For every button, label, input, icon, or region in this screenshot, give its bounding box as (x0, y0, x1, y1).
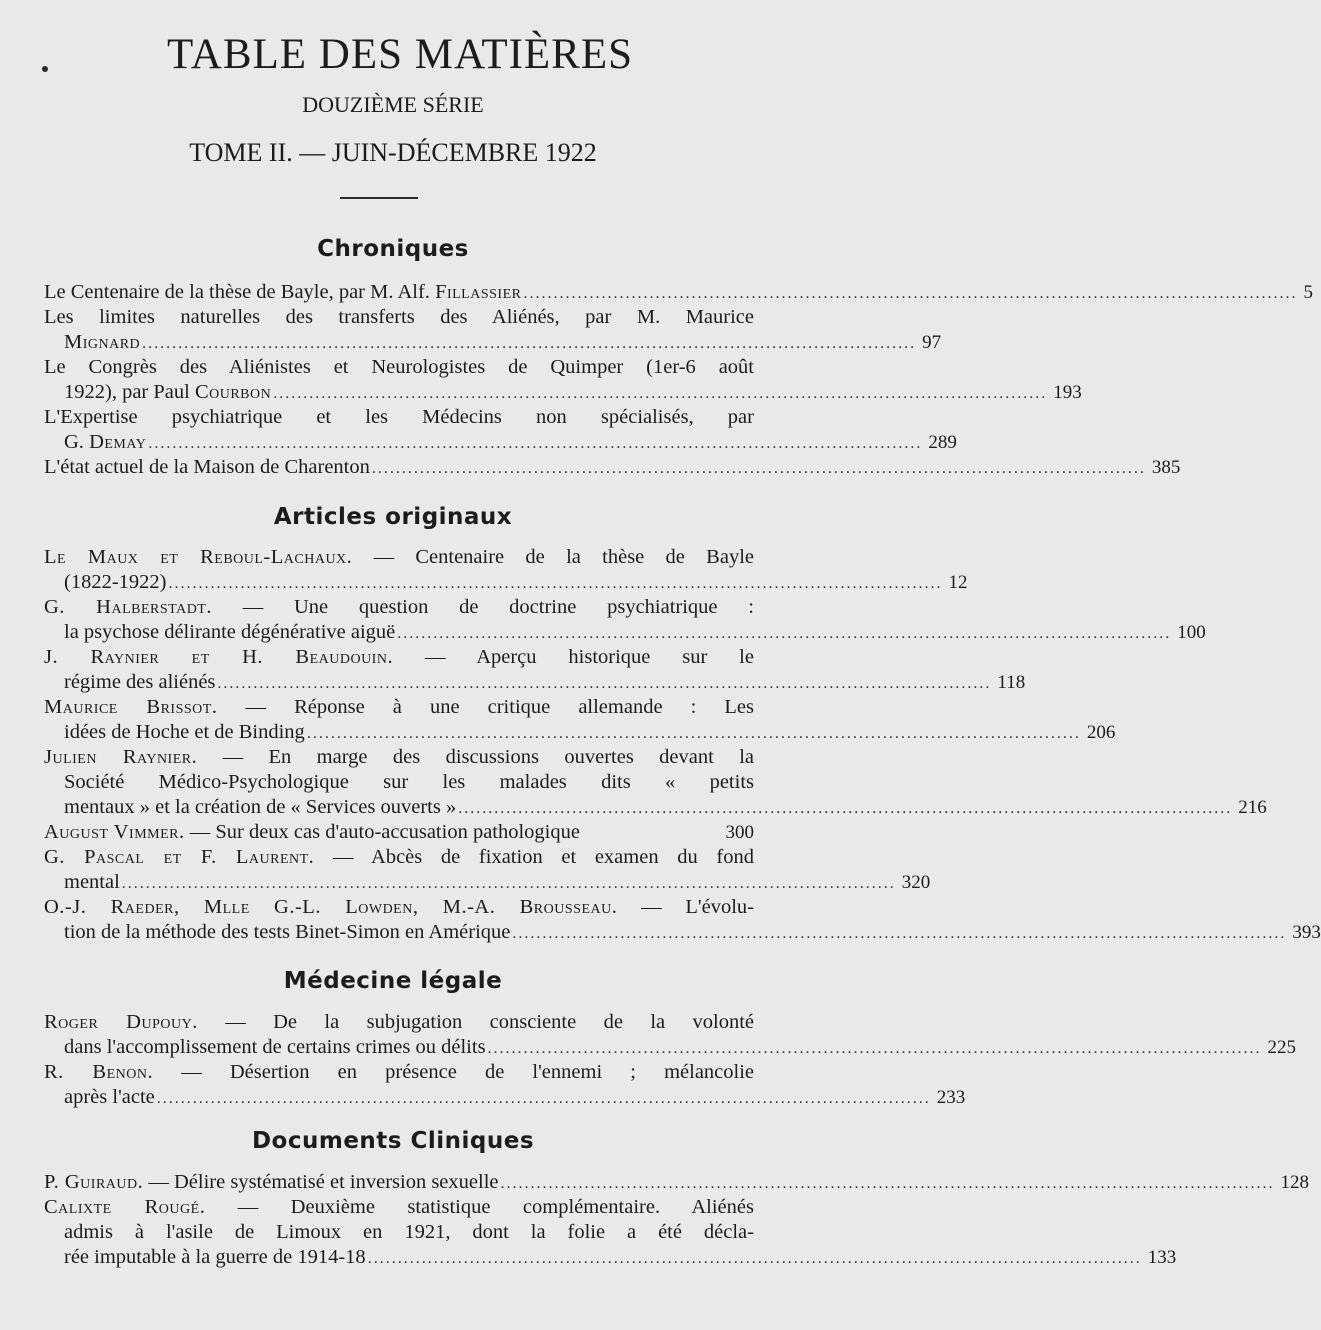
dot-leader: ................................................................................................................................. (397, 625, 1172, 642)
page-number: 206 (1086, 722, 1116, 743)
entry-title: — De la subjugation consciente de la volonté (197, 1011, 754, 1033)
tome-line: TOME II. — JUIN-DÉCEMBRE 1922 (189, 138, 597, 167)
page-number: 216 (1238, 797, 1267, 818)
entry-author: Demay (89, 431, 147, 453)
toc-line (44, 455, 1181, 480)
dot-leader: ................................................................................................................................. (458, 800, 1233, 817)
toc-line (44, 845, 754, 870)
entry-title-cont: mentaux » et la création de « Services ouverts » (64, 796, 457, 818)
toc-line (44, 595, 754, 620)
entry-author: Le Maux et Reboul-Lachaux. (44, 546, 353, 568)
toc-entry (44, 745, 1267, 820)
toc-line (44, 545, 754, 570)
dot-leader: ................................................................................................................................. (121, 875, 896, 892)
dot-leader: ................................................................................................................................. (273, 385, 1048, 402)
toc-line (44, 895, 754, 920)
page-number: 100 (1177, 622, 1206, 643)
dot-leader: ................................................................................................................................. (500, 1175, 1275, 1192)
entry-title-cont: admis à l'asile de Limoux en 1921, dont la folie a été décla- (64, 1221, 754, 1243)
toc-entry (44, 595, 1206, 645)
entry-author: G. Pascal et F. Laurent. (44, 846, 315, 868)
toc-line (44, 920, 1321, 945)
entry-title: — Sur deux cas d'auto-accusation pathologique (184, 821, 580, 843)
toc-line (44, 720, 1116, 745)
toc-line (44, 1245, 1177, 1270)
page-number: 289 (928, 432, 957, 453)
entry-author: Mignard (64, 331, 141, 353)
dot-leader: ................................................................................................................................. (512, 925, 1287, 942)
entry-title-cont: la psychose délirante dégénérative aiguë (64, 621, 396, 643)
toc-line (44, 870, 931, 895)
dot-leader: ................................................................................................................................. (367, 1250, 1142, 1267)
dot-leader: ................................................................................................................................. (487, 1040, 1262, 1057)
entry-title: Le Centenaire de la thèse de Bayle, par M. Alf. (44, 281, 436, 303)
entry-author: Maurice Brissot. (44, 696, 218, 718)
toc-entry (44, 455, 1181, 480)
toc-line (44, 620, 1206, 645)
entry-author: Calixte Rougé. (44, 1196, 206, 1218)
entry-author: J. Raynier et H. Beaudouin. (44, 646, 394, 668)
entry-title: — Aperçu historique sur le (393, 646, 754, 668)
toc-entry (44, 1010, 1297, 1060)
dot-leader: ................................................................................................................................. (142, 335, 917, 352)
entry-title: — Délire systématisé et inversion sexuelle (143, 1171, 499, 1193)
toc-entry (44, 545, 968, 595)
entry-author: O.-J. Raeder, Mlle G.-L. Lowden, M.-A. Brousseau. (44, 896, 618, 918)
toc-line (44, 330, 942, 355)
entry-title: L'Expertise psychiatrique et les Médecins non spécialisés, par (44, 406, 754, 428)
page-number: 12 (948, 572, 968, 593)
toc-line (44, 795, 1267, 820)
entry-title: Le Congrès des Aliénistes et Neurologistes de Quimper (1er-6 août (44, 356, 754, 378)
page-number: 320 (901, 872, 931, 893)
entry-author: R. Benon. (44, 1061, 154, 1083)
dot-leader: ................................................................................................................................. (148, 435, 923, 452)
entry-title-cont: idées de Hoche et de Binding (64, 721, 305, 743)
toc-entry (44, 405, 957, 455)
toc-line (44, 280, 1313, 305)
entry-title: Les limites naturelles des transferts des Aliénés, par M. Maurice (44, 306, 754, 328)
dot-leader: ................................................................................................................................. (306, 725, 1081, 742)
section-heading-articles: Articles originaux (273, 504, 513, 530)
entry-title: — Désertion en présence de l'ennemi ; mélancolie (153, 1061, 755, 1083)
toc-line (44, 1085, 966, 1110)
entry-title-cont: mental (64, 871, 120, 893)
entry-title: — Abcès de fixation et examen du fond (314, 846, 754, 868)
toc-line (44, 1060, 754, 1085)
toc-line (44, 1170, 1309, 1195)
toc-entry (44, 1170, 1309, 1195)
toc-line (44, 380, 1082, 405)
toc-entry (44, 845, 931, 895)
entry-title-cont: régime des aliénés (64, 671, 216, 693)
toc-entry (44, 695, 1116, 745)
dot-leader: ................................................................................................................................. (156, 1090, 931, 1107)
page-number: 118 (997, 672, 1026, 693)
entry-author: Fillassier (435, 281, 522, 303)
dot-leader: ................................................................................................................................. (168, 575, 943, 592)
dot-leader: ................................................................................................................................. (523, 285, 1298, 302)
toc-line (44, 695, 754, 720)
toc-line (44, 430, 957, 455)
page-number: 233 (936, 1087, 966, 1108)
series-subtitle: DOUZIÈME SÉRIE (302, 92, 484, 117)
entry-title: — Centenaire de la thèse de Bayle (352, 546, 755, 568)
dot-leader: ................................................................................................................................. (217, 675, 992, 692)
entry-title-cont: tion de la méthode des tests Binet-Simon en Amérique (64, 921, 511, 943)
entry-author: G. Halberstadt. (44, 596, 212, 618)
toc-line (44, 670, 1026, 695)
entry-title-cont: rée imputable à la guerre de 1914-18 (64, 1246, 366, 1268)
toc-line (44, 1010, 754, 1035)
entry-title-cont: après l'acte (64, 1086, 155, 1108)
page-number: 97 (922, 332, 942, 353)
entry-author: Julien Raynier. (44, 746, 198, 768)
entry-title: L'état actuel de la Maison de Charenton (44, 456, 370, 478)
entry-title-cont: (1822-1922) (64, 571, 167, 593)
toc-entry (44, 1195, 1177, 1270)
toc-entry (44, 305, 942, 355)
section-heading-chroniques: Chroniques (317, 236, 469, 262)
toc-entry (44, 645, 1026, 695)
toc-entry (44, 355, 1082, 405)
entry-author: P. Guiraud. (44, 1171, 144, 1193)
entry-initial: G. (64, 431, 90, 453)
page-title: TABLE DES MATIÈRES (166, 31, 634, 78)
toc-line (44, 820, 754, 845)
section-heading-documents: Documents Cliniques (251, 1128, 535, 1154)
entry-title: — Deuxième statistique complémentaire. Aliénés (205, 1196, 754, 1218)
toc-line (44, 1195, 754, 1220)
divider-rule (340, 197, 418, 199)
page-number: 225 (1267, 1037, 1297, 1058)
toc-entry (44, 1060, 966, 1110)
entry-title: — L'évolu- (617, 896, 754, 918)
toc-entry (44, 895, 1321, 945)
entry-title: — En marge des discussions ouvertes devant la (197, 746, 754, 768)
entry-title: — Une question de doctrine psychiatrique : (211, 596, 754, 618)
entry-author: Courbon (194, 381, 272, 403)
entry-title-cont: 1922), par Paul (64, 381, 195, 403)
entry-author: Roger Dupouy. (44, 1011, 198, 1033)
toc-line (44, 745, 754, 770)
page-number: 133 (1147, 1247, 1177, 1268)
entry-title-cont: Société Médico-Psychologique sur les malades dits « petits (64, 771, 754, 793)
page-number: 393 (1292, 922, 1321, 943)
page-number: 128 (1280, 1172, 1309, 1193)
page-number: 385 (1151, 457, 1181, 478)
entry-title: — Réponse à une critique allemande : Les (217, 696, 754, 718)
toc-entry (44, 280, 1313, 305)
toc-entry (44, 820, 754, 845)
entry-title-cont: dans l'accomplissement de certains crimes ou délits (64, 1036, 486, 1058)
section-heading-medecine: Médecine légale (283, 968, 503, 994)
toc-line (44, 1035, 1297, 1060)
dot-leader: ................................................................................................................................. (371, 460, 1146, 477)
entry-author: August Vimmer. (44, 821, 185, 843)
toc-line (44, 570, 968, 595)
toc-line (44, 645, 754, 670)
page-number: 5 (1303, 282, 1313, 303)
page-number: 193 (1053, 382, 1082, 403)
page-number: 300 (725, 822, 754, 843)
